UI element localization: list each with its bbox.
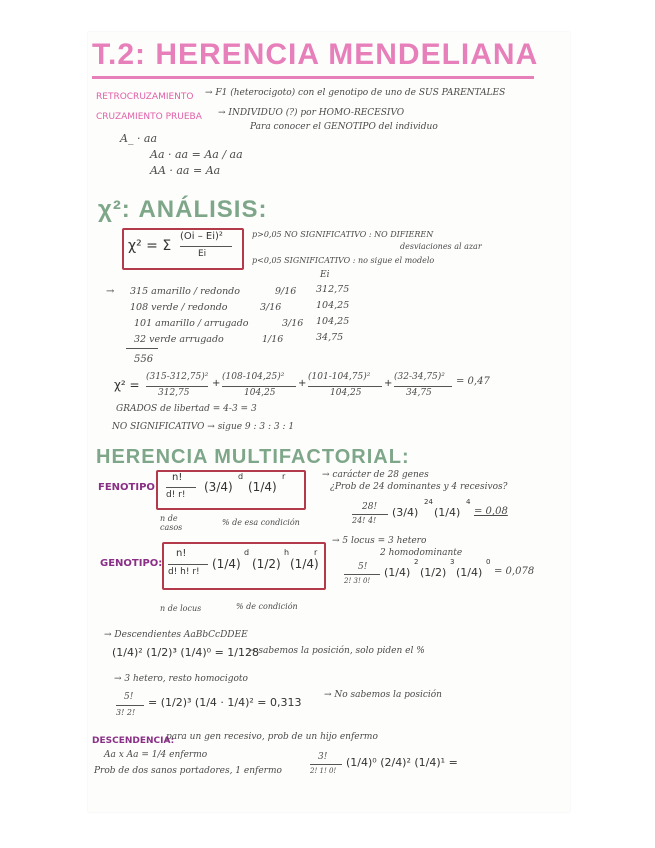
chi-plus: +: [298, 378, 307, 389]
fen-note1: n de casos: [160, 514, 183, 532]
gen-calc-e2: 3: [450, 558, 455, 566]
desc2-note: → No sabemos la posición: [324, 690, 442, 700]
desc2-bar: [116, 705, 144, 706]
chi-calc-den: 104,25: [244, 388, 276, 398]
fen-calc-bar: [352, 514, 388, 515]
gen-calc-e1: 2: [414, 558, 419, 566]
gen-r2: 2 homodominante: [380, 548, 463, 558]
gen-calc-num: 5!: [358, 562, 368, 572]
chi-calc-den: 34,75: [406, 388, 432, 398]
gen-r1: → 5 locus = 3 hetero: [332, 536, 427, 546]
descendencia-calc-bar: [310, 764, 342, 765]
chi-calc-bar: [308, 386, 382, 387]
cross-line1: A_ · aa: [120, 132, 158, 145]
chi-calc-num: (101-104,75)²: [308, 372, 371, 382]
chi-nosig: NO SIGNIFICATIVO → sigue 9 : 3 : 3 : 1: [112, 422, 295, 432]
desc1-note: → sabemos la posición, solo piden el %: [248, 646, 425, 656]
chi-total-rule: [126, 348, 158, 349]
gen-calc-t3: (1/4): [456, 566, 483, 579]
retro-label: RETROCRUZAMIENTO: [96, 92, 194, 102]
gen-calc-t1: (1/4): [384, 566, 411, 579]
cross-line3: AA · aa = Aa: [150, 164, 221, 177]
fen-r1: → carácter de 28 genes: [322, 470, 429, 480]
page-title: T.2: HERENCIA MENDELIANA: [92, 38, 539, 71]
chi-rule2: p<0,05 SIGNIFICATIVO : no sigue el modelo: [252, 256, 435, 265]
gen-p2: (1/2): [252, 557, 281, 571]
chi-plus: +: [384, 378, 393, 389]
fen-calc-t1: (3/4): [392, 506, 419, 519]
descendencia-calc-den: 2! 1! 0!: [310, 767, 337, 775]
gen-calc-t2: (1/2): [420, 566, 447, 579]
descendencia-line3: Prob de dos sanos portadores, 1 enfermo: [94, 766, 282, 776]
fen-e1: d: [238, 472, 244, 481]
desc2-den: 3! 2!: [116, 708, 136, 717]
chi-row-obs: 315 amarillo / redondo: [130, 286, 240, 297]
chi-row-ratio: 3/16: [260, 302, 282, 313]
gen-calc-bar: [344, 574, 380, 575]
chi-rule1b: desviaciones al azar: [400, 242, 482, 251]
desc2-calc: = (1/2)³ (1/4 · 1/4)² = 0,313: [148, 696, 302, 709]
gen-frac-den: d! h! r!: [168, 567, 200, 577]
descendencia-calc-terms: (1/4)⁰ (2/4)² (1/4)¹ =: [346, 756, 458, 769]
fen-calc-e2: 4: [466, 498, 471, 506]
fen-calc-e1: 24: [424, 498, 433, 506]
chi-heading: χ²: ANÁLISIS:: [98, 196, 268, 223]
desc1-calc: (1/4)² (1/2)³ (1/4)⁰ = 1/128: [112, 646, 259, 659]
gen-calc-den: 2! 3! 0!: [344, 577, 371, 585]
chi-calc-result: = 0,47: [456, 376, 490, 387]
fen-note2: % de esa condición: [222, 518, 300, 527]
gen-calc-e3: 0: [486, 558, 491, 566]
fen-calc-result: = 0,08: [474, 506, 508, 517]
chi-row-ratio: 9/16: [275, 286, 297, 297]
prueba-sub: Para conocer el GENOTIPO del individuo: [250, 122, 438, 132]
gen-calc-result: = 0,078: [494, 566, 535, 577]
chi-calc-bar: [394, 386, 452, 387]
chi-rule1a: p>0,05 NO SIGNIFICATIVO : NO DIFIEREN: [252, 230, 434, 239]
genotipo-label: GENOTIPO:: [100, 558, 163, 569]
fen-calc-num: 28!: [362, 502, 378, 512]
gen-e1: d: [244, 548, 250, 557]
chi-calc-bar: [222, 386, 296, 387]
chi-plus: +: [212, 378, 221, 389]
desc1-text: → Descendientes AaBbCcDDEE: [104, 630, 248, 640]
chi-row-obs: 101 amarillo / arrugado: [134, 318, 249, 329]
fenotipo-label: FENOTIPO:: [98, 482, 159, 493]
chi-row-exp: 104,25: [316, 300, 350, 311]
fen-r2: ¿Prob de 24 dominantes y 4 recesivos?: [330, 482, 508, 492]
chi-calc-den: 312,75: [158, 388, 190, 398]
chi-grados: GRADOS de libertad = 4-3 = 3: [116, 404, 257, 414]
descendencia-text: para un gen recesivo, prob de un hijo enfermo: [166, 732, 378, 742]
chi-arrow: →: [106, 286, 115, 297]
chi-formula-num: (Oi – Ei)²: [180, 231, 223, 242]
fen-frac-bar: [166, 487, 196, 488]
fen-p2: (1/4): [248, 480, 277, 494]
chi-calc-num: (108-104,25)²: [222, 372, 285, 382]
chi-calc-lhs: χ² =: [114, 378, 140, 392]
fen-p1: (3/4): [204, 480, 233, 494]
chi-row-ratio: 3/16: [282, 318, 304, 329]
chi-calc-num: (315-312,75)²: [146, 372, 209, 382]
desc2-text: → 3 hetero, resto homocigoto: [114, 674, 248, 684]
chi-row-ratio: 1/16: [262, 334, 284, 345]
gen-e3: r: [314, 548, 318, 557]
chi-calc-bar: [146, 386, 208, 387]
retro-text: → F1 (heterocigoto) con el genotipo de uno de SUS PARENTALES: [205, 88, 506, 98]
gen-p1: (1/4): [212, 557, 241, 571]
desc2-num: 5!: [124, 692, 134, 702]
fen-calc-t2: (1/4): [434, 506, 461, 519]
chi-row-exp: 34,75: [316, 332, 344, 343]
gen-frac-num: n!: [176, 548, 187, 559]
gen-note2: % de condición: [236, 602, 298, 611]
fen-frac-den: d! r!: [166, 490, 186, 500]
chi-row-exp: 312,75: [316, 284, 350, 295]
gen-note1: n de locus: [160, 604, 202, 613]
gen-e2: h: [284, 548, 290, 557]
descendencia-calc-num: 3!: [318, 752, 328, 762]
chi-formula-lhs: χ² = Σ: [128, 238, 172, 254]
chi-formula-bar: [180, 246, 232, 247]
fen-calc-den: 24! 4!: [352, 516, 377, 525]
descendencia-label: DESCENDENCIA:: [92, 736, 175, 746]
chi-row-obs: 32 verde arrugado: [134, 334, 224, 345]
multi-heading: HERENCIA MULTIFACTORIAL:: [96, 446, 410, 468]
chi-row-obs: 108 verde / redondo: [130, 302, 228, 313]
chi-calc-den: 104,25: [330, 388, 362, 398]
chi-formula-den: Ei: [198, 249, 207, 259]
fen-frac-num: n!: [172, 472, 183, 483]
gen-frac-bar: [168, 564, 208, 565]
chi-ei-label: Ei: [320, 270, 330, 280]
descendencia-line2: Aa x Aa = 1/4 enfermo: [104, 750, 208, 760]
prueba-text: → INDIVIDUO (?) por HOMO-RECESIVO: [218, 108, 405, 118]
prueba-label: CRUZAMIENTO PRUEBA: [96, 112, 202, 122]
gen-p3: (1/4): [290, 557, 319, 571]
chi-calc-num: (32-34,75)²: [394, 372, 445, 382]
cross-line2: Aa · aa = Aa / aa: [150, 148, 243, 161]
chi-row-exp: 104,25: [316, 316, 350, 327]
fen-e2: r: [282, 472, 286, 481]
chi-total: 556: [134, 354, 154, 365]
title-underline: [92, 76, 534, 79]
